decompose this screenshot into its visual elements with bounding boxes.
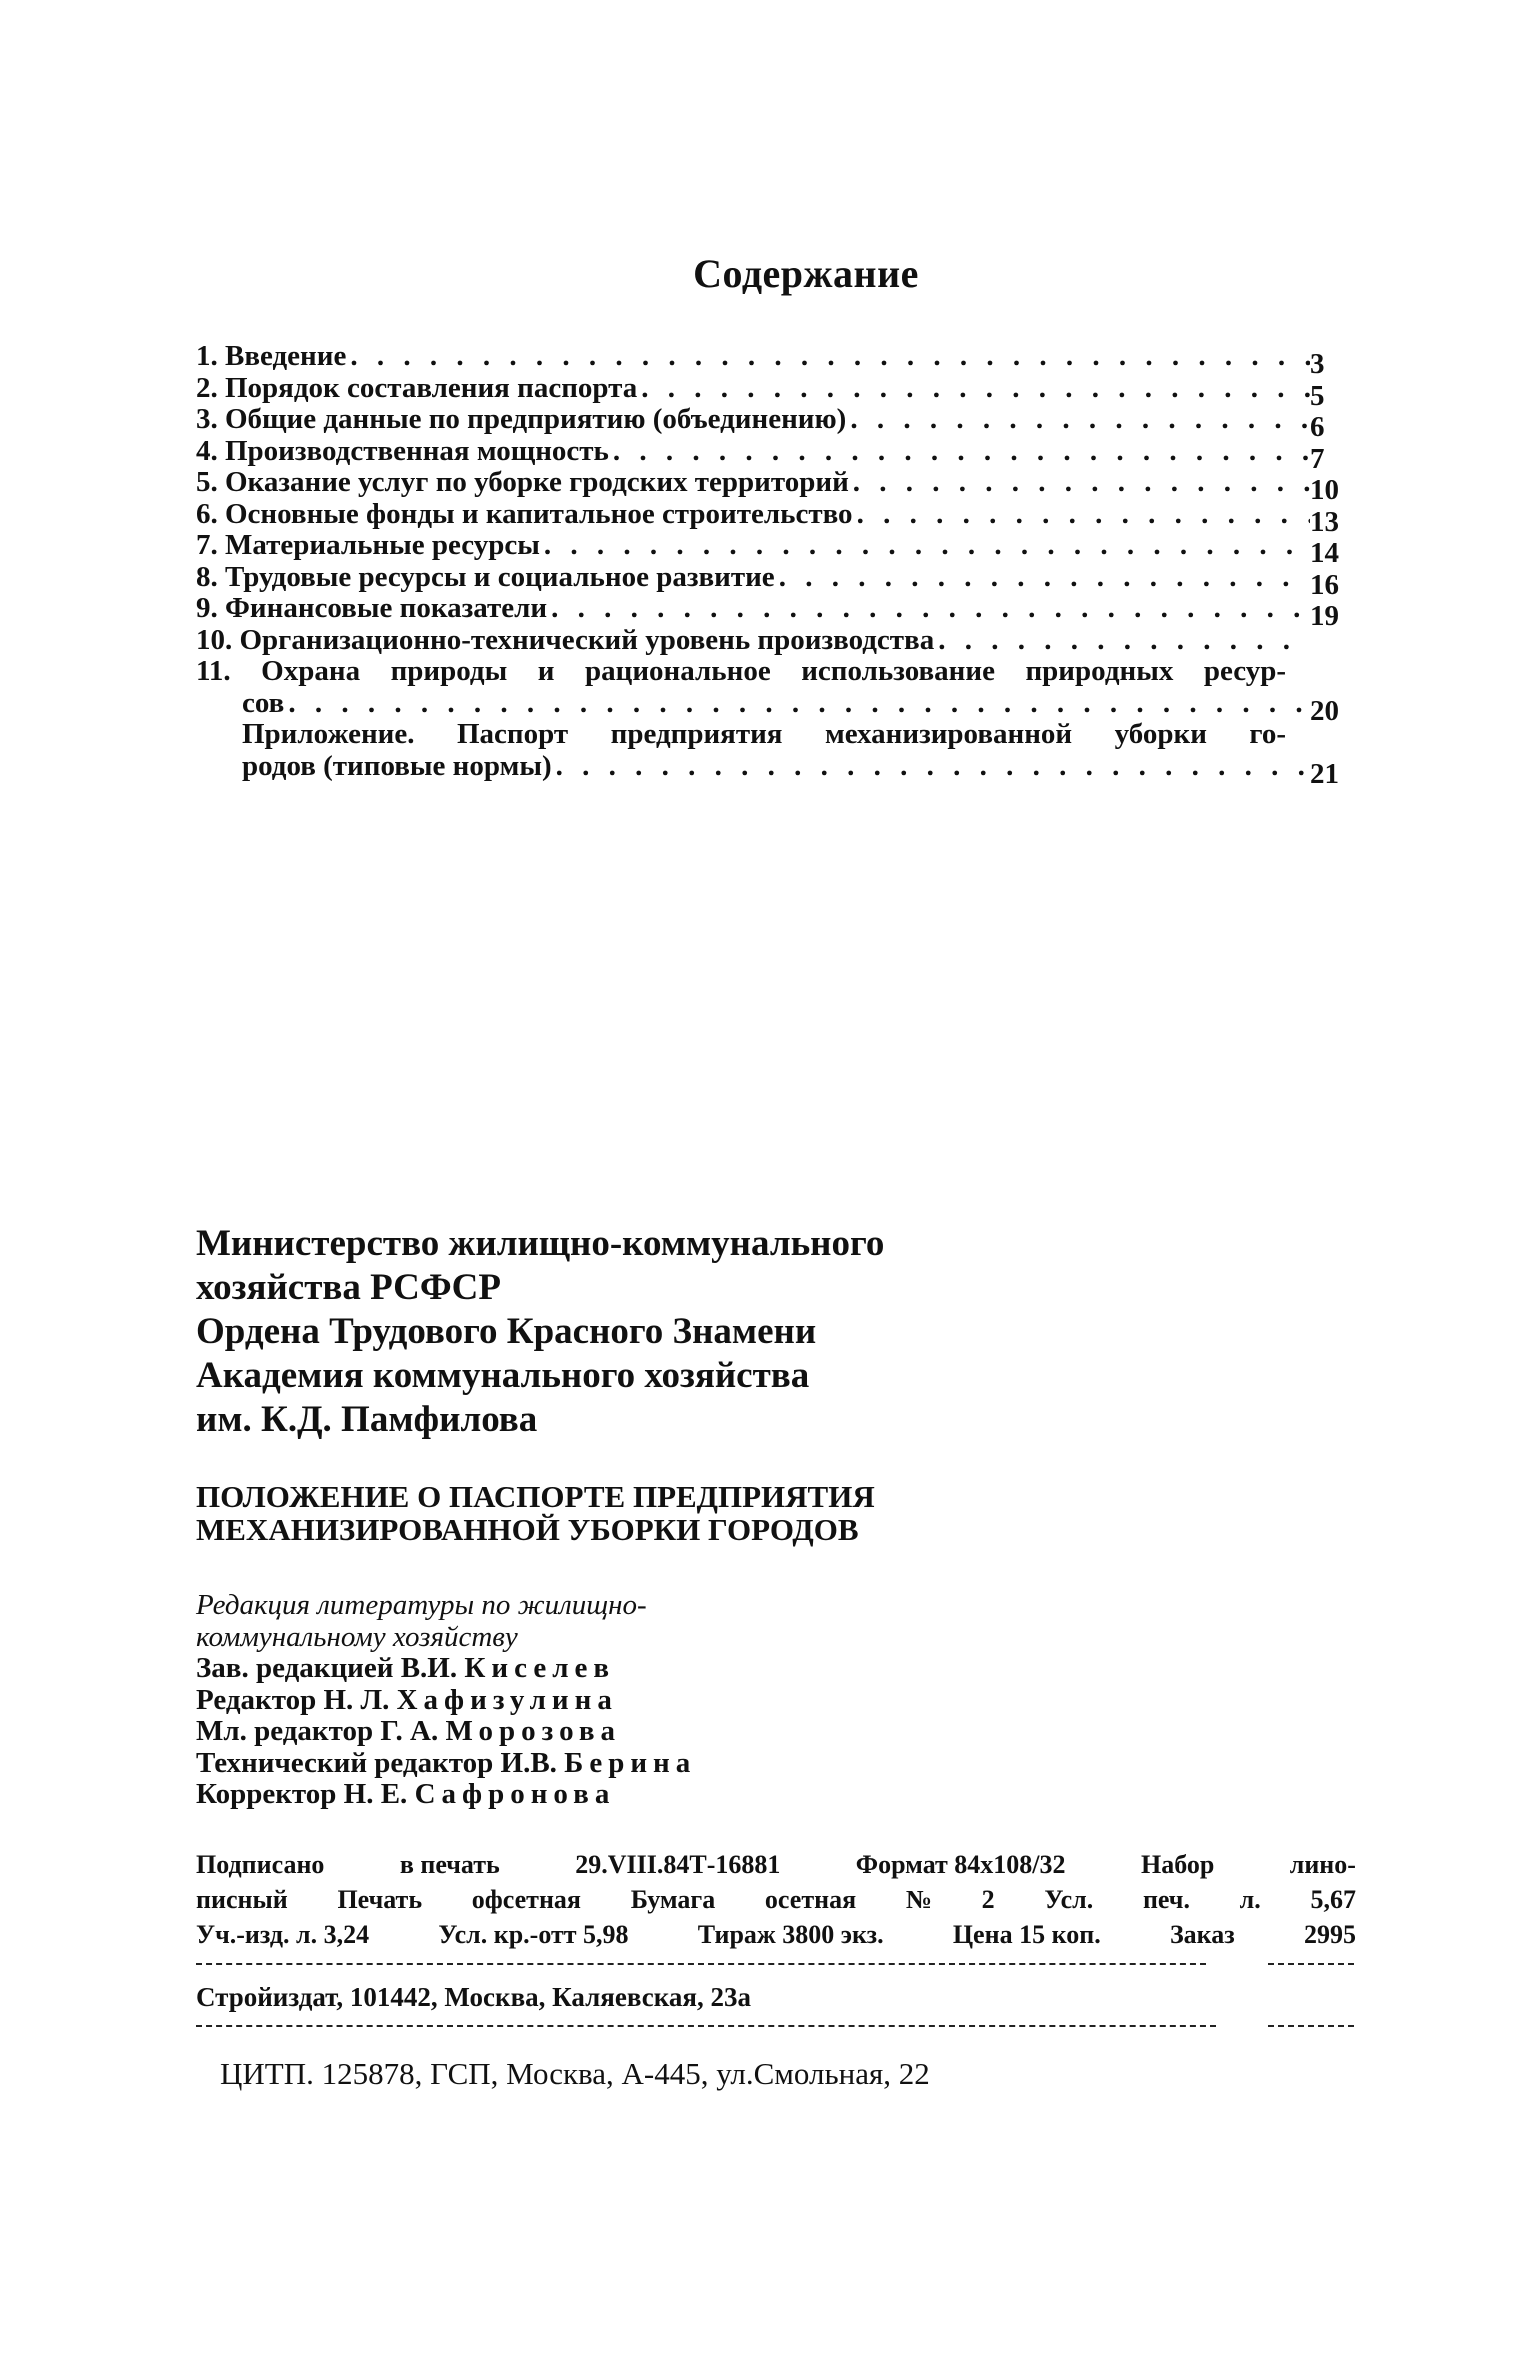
credit-role: Корректор Н. Е.: [196, 1778, 408, 1810]
org-line: им. К.Д. Памфилова: [196, 1399, 538, 1440]
dot-leader: [775, 562, 1310, 594]
toc-entry-label: 2. Порядок составления паспорта: [196, 371, 638, 404]
printer-address: ЦИТП. 125878, ГСП, Москва, А-445, ул.Смольная, 22: [220, 2055, 930, 2091]
toc-entry-page: 7: [1310, 442, 1325, 475]
editorial-office: Редакция литературы по жилищно-: [196, 1589, 647, 1621]
editorial-office: коммунальному хозяйству: [196, 1620, 518, 1653]
pub-field: Подписано: [196, 1849, 325, 1879]
dashed-divider-segment: [196, 2025, 1216, 2027]
credit-name: Берина: [564, 1746, 697, 1779]
toc-entry: [196, 656, 1356, 688]
publisher-address: Стройиздат, 101442, Москва, Каляевская, 23а: [196, 1981, 752, 2012]
document-title: [196, 1480, 1356, 1546]
dot-leader: [934, 625, 1310, 657]
dot-leader: [846, 404, 1310, 436]
publication-info-row: [196, 1917, 1356, 1952]
credit-role: Редактор Н. Л.: [196, 1683, 390, 1716]
pub-field: Формат 84х108/32: [855, 1849, 1066, 1879]
pub-field: Заказ: [1169, 1919, 1235, 1949]
dot-leader: [849, 467, 1310, 499]
toc-entry-label: 5. Оказание услуг по уборке гродских территорий: [196, 466, 849, 498]
dashed-divider-segment: [1268, 1963, 1354, 1965]
publication-info-row: [196, 1847, 1356, 1882]
toc-entry: [196, 340, 1356, 380]
toc-entry-page: 20: [1310, 694, 1339, 727]
pub-field: 2: [981, 1884, 995, 1914]
pub-field: офсетная: [471, 1884, 581, 1914]
credit-name: Сафронова: [414, 1778, 616, 1810]
toc-entry: [196, 592, 1356, 632]
toc-entry-label: Приложение. Паспорт предприятия механизированной уборки го-: [242, 718, 1286, 750]
credit-role: Зав. редакцией В.И.: [196, 1652, 458, 1684]
dot-leader: [637, 373, 1310, 405]
toc-entry: [196, 497, 1356, 538]
document-title-line: МЕХАНИЗИРОВАННОЙ УБОРКИ ГОРОДОВ: [196, 1512, 859, 1547]
dot-leader: [547, 593, 1310, 625]
toc-entry-label: 10. Организационно-технический уровень производства: [196, 623, 935, 656]
toc-entry-label: родов (типовые нормы): [242, 749, 552, 782]
credit-line: [196, 1748, 1356, 1780]
toc-entry-label: 4. Производственная мощность: [196, 434, 609, 467]
toc-entry-page: 5: [1310, 379, 1325, 412]
toc-title: Содержание: [693, 251, 919, 296]
pub-field: Уч.-изд. л. 3,24: [196, 1919, 370, 1949]
credit-line: [196, 1653, 1356, 1685]
pub-field: 2995: [1303, 1919, 1356, 1949]
credit-name: Морозова: [445, 1715, 622, 1747]
organization-block: [196, 1222, 1356, 1442]
toc-entry-page: 21: [1310, 757, 1339, 790]
org-line: Ордена Трудового Красного Знамени: [196, 1311, 817, 1352]
table-of-contents: [196, 250, 1356, 790]
toc-entry-continuation: [196, 749, 1356, 790]
dot-leader: [540, 530, 1310, 562]
toc-entry-label: 6. Основные фонды и капитальное строительство: [196, 497, 853, 530]
pub-field: Бумага: [630, 1884, 716, 1914]
document-title-line: ПОЛОЖЕНИЕ О ПАСПОРТЕ ПРЕДПРИЯТИЯ: [196, 1479, 875, 1514]
toc-entry-label: 11. Охрана природы и рациональное использование природных ресур-: [196, 655, 1286, 687]
toc-entry-page: 16: [1310, 568, 1339, 601]
pub-field: Усл.: [1044, 1884, 1094, 1914]
toc-entry: [196, 434, 1356, 475]
toc-entry-label: 3. Общие данные по предприятию (объединению): [196, 403, 847, 435]
editorial-credits: [196, 1590, 1356, 1811]
pub-field: 29.VIII.84Т-16881: [575, 1849, 781, 1879]
imprint: [196, 1222, 1356, 2092]
publication-info: [196, 1847, 1356, 1952]
credit-role: Технический редактор И.В.: [196, 1746, 557, 1779]
toc-entry-page: 6: [1310, 411, 1325, 443]
toc-entry-label: 8. Трудовые ресурсы и социальное развитие: [196, 560, 775, 593]
dashed-divider: [196, 2020, 1356, 2032]
pub-field: Усл. кр.-отт 5,98: [438, 1919, 629, 1949]
pub-field: л.: [1239, 1884, 1261, 1914]
credit-name: Киселев: [464, 1652, 616, 1684]
pub-field: Набор: [1140, 1849, 1215, 1879]
credit-line: [196, 1779, 1356, 1811]
credit-role: Мл. редактор Г. А.: [196, 1715, 439, 1747]
dashed-divider-segment: [1268, 2025, 1354, 2027]
pub-field: 5,67: [1310, 1884, 1356, 1914]
toc-entry-continuation: [196, 686, 1356, 727]
toc-list: [196, 340, 1356, 790]
toc-entry-label: 7. Материальные ресурсы: [196, 529, 540, 561]
dashed-divider: [196, 1958, 1356, 1970]
toc-entry-page: 19: [1310, 600, 1339, 632]
pub-field: осетная: [764, 1884, 857, 1914]
credit-name: Хафизулина: [396, 1683, 618, 1716]
pub-field: Тираж 3800 экз.: [697, 1919, 884, 1949]
pub-field: печ.: [1142, 1884, 1190, 1914]
toc-entry-label: сов: [242, 686, 285, 719]
org-line: хозяйства РСФСР: [196, 1267, 501, 1308]
dot-leader: [552, 751, 1310, 783]
org-line: Министерство жилищно-коммунального: [196, 1223, 885, 1264]
toc-entry-label: 9. Финансовые показатели: [196, 592, 548, 624]
pub-field: Печать: [337, 1884, 423, 1914]
toc-entry: [196, 560, 1356, 601]
toc-entry: [196, 371, 1356, 412]
pub-field: лино-: [1289, 1849, 1356, 1879]
pub-field: писный: [196, 1884, 288, 1914]
credit-line: [196, 1716, 1356, 1748]
toc-entry: [196, 529, 1356, 569]
toc-entry-page: 13: [1310, 505, 1339, 538]
toc-entry: [196, 625, 1356, 657]
dot-leader: [853, 499, 1310, 531]
dot-leader: [609, 436, 1310, 468]
toc-entry-page: 14: [1310, 537, 1339, 569]
toc-entry-page: 10: [1310, 474, 1339, 506]
dashed-divider-segment: [196, 1963, 1206, 1965]
toc-entry-page: 3: [1310, 348, 1325, 380]
pub-field: в печать: [399, 1849, 500, 1879]
pub-field: Цена 15 коп.: [952, 1919, 1101, 1949]
publication-info-row: [196, 1882, 1356, 1917]
dot-leader: [284, 688, 1310, 720]
org-line: Академия коммунального хозяйства: [196, 1355, 810, 1396]
toc-entry: [196, 403, 1356, 443]
toc-entry: [196, 466, 1356, 506]
toc-entry: [196, 719, 1356, 751]
pub-field: №: [905, 1884, 932, 1914]
toc-entry-label: 1. Введение: [196, 340, 347, 372]
credit-line: [196, 1685, 1356, 1717]
dot-leader: [346, 341, 1310, 373]
